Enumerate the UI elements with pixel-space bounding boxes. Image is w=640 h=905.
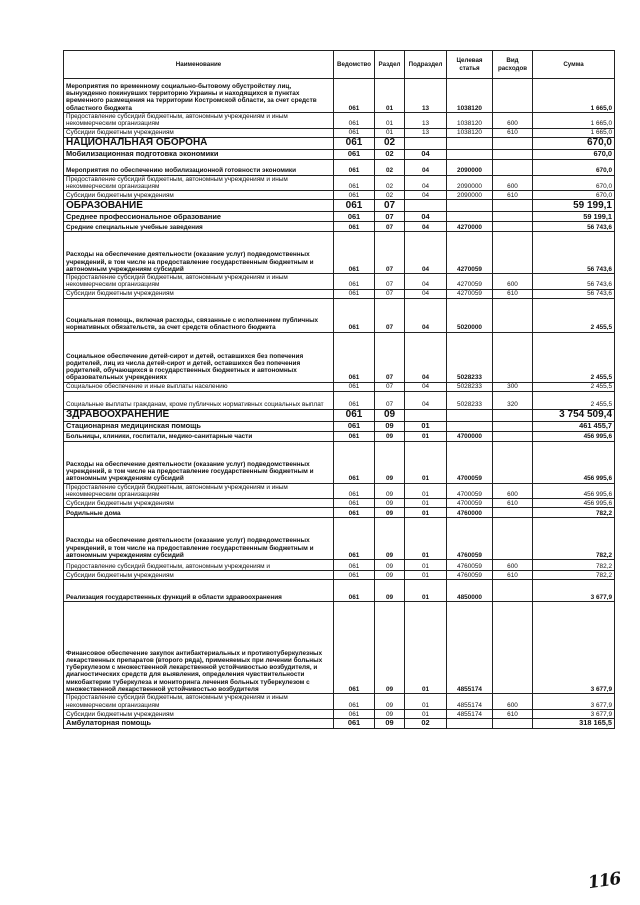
department-code-cell: 061 bbox=[334, 560, 375, 571]
item-name-cell: Мероприятия по временному социально-бытовому обустройству лиц, вынужденно покинувших территорию Украины и находящихся в пунктах временного размещения на территории Костромской области, за счет средств областного бюджета bbox=[64, 79, 334, 113]
column-header: Ведомство bbox=[334, 51, 375, 79]
item-name-cell: Субсидии бюджетным учреждениям bbox=[64, 709, 334, 718]
section-code-cell: 07 bbox=[375, 382, 405, 391]
target-article-code-cell bbox=[447, 137, 493, 149]
table-row bbox=[64, 441, 615, 483]
target-article-code-cell: 4700000 bbox=[447, 431, 493, 441]
expense-type-code-cell: 610 bbox=[493, 709, 533, 718]
column-header: Вид расходов bbox=[493, 51, 533, 79]
target-article-code-cell: 4270059 bbox=[447, 274, 493, 290]
amount-cell: 1 665,0 bbox=[533, 128, 615, 137]
target-article-code-cell: 4850000 bbox=[447, 580, 493, 602]
section-code-cell: 09 bbox=[375, 441, 405, 483]
amount-cell: 56 743,6 bbox=[533, 289, 615, 298]
amount-cell: 318 165,5 bbox=[533, 718, 615, 728]
section-code-cell: 07 bbox=[375, 212, 405, 222]
table-row bbox=[64, 149, 615, 159]
amount-cell: 670,0 bbox=[533, 175, 615, 191]
target-article-code-cell: 2090000 bbox=[447, 191, 493, 200]
subsection-code-cell: 04 bbox=[405, 232, 447, 274]
table-row bbox=[64, 560, 615, 571]
target-article-code-cell: 5028233 bbox=[447, 391, 493, 409]
expense-type-code-cell bbox=[493, 508, 533, 518]
expense-type-code-cell bbox=[493, 518, 533, 560]
expense-type-code-cell: 600 bbox=[493, 483, 533, 499]
item-name-cell: Субсидии бюджетным учреждениям bbox=[64, 128, 334, 137]
table-row bbox=[64, 431, 615, 441]
subsection-code-cell: 01 bbox=[405, 508, 447, 518]
amount-cell: 782,2 bbox=[533, 560, 615, 571]
target-article-code-cell: 4855174 bbox=[447, 709, 493, 718]
table-row bbox=[64, 79, 615, 113]
department-code-cell: 061 bbox=[334, 431, 375, 441]
expense-type-code-cell bbox=[493, 212, 533, 222]
target-article-code-cell bbox=[447, 149, 493, 159]
subsection-code-cell: 04 bbox=[405, 382, 447, 391]
table-row bbox=[64, 718, 615, 728]
section-code-cell: 02 bbox=[375, 137, 405, 149]
section-code-cell: 09 bbox=[375, 718, 405, 728]
budget-table bbox=[63, 50, 615, 729]
subsection-code-cell: 04 bbox=[405, 191, 447, 200]
target-article-code-cell bbox=[447, 409, 493, 421]
amount-cell: 456 995,6 bbox=[533, 483, 615, 499]
amount-cell: 3 677,9 bbox=[533, 694, 615, 710]
department-code-cell: 061 bbox=[334, 232, 375, 274]
department-code-cell: 061 bbox=[334, 602, 375, 694]
item-name-cell: Больницы, клиники, госпитали, медико-санитарные части bbox=[64, 431, 334, 441]
target-article-code-cell: 1038120 bbox=[447, 113, 493, 129]
amount-cell: 782,2 bbox=[533, 571, 615, 580]
table-row bbox=[64, 391, 615, 409]
target-article-code-cell: 4270000 bbox=[447, 222, 493, 232]
expense-type-code-cell: 610 bbox=[493, 289, 533, 298]
department-code-cell: 061 bbox=[334, 441, 375, 483]
table-row bbox=[64, 709, 615, 718]
department-code-cell: 061 bbox=[334, 149, 375, 159]
department-code-cell: 061 bbox=[334, 200, 375, 212]
table-row bbox=[64, 382, 615, 391]
expense-type-code-cell bbox=[493, 409, 533, 421]
table-row bbox=[64, 332, 615, 382]
amount-cell: 456 995,6 bbox=[533, 441, 615, 483]
subsection-code-cell: 13 bbox=[405, 79, 447, 113]
department-code-cell: 061 bbox=[334, 128, 375, 137]
department-code-cell: 061 bbox=[334, 191, 375, 200]
amount-cell: 3 677,9 bbox=[533, 580, 615, 602]
amount-cell: 2 455,5 bbox=[533, 391, 615, 409]
table-row bbox=[64, 274, 615, 290]
item-name-cell: Расходы на обеспечение деятельности (оказание услуг) подведомственных учреждений, в том числе на предоставление государственным бюджетным и автономным учреждениям субсидий bbox=[64, 441, 334, 483]
table-row bbox=[64, 421, 615, 431]
section-code-cell: 01 bbox=[375, 79, 405, 113]
expense-type-code-cell bbox=[493, 222, 533, 232]
item-name-cell: Амбулаторная помощь bbox=[64, 718, 334, 728]
section-code-cell: 09 bbox=[375, 694, 405, 710]
item-name-cell: Предоставление субсидий бюджетным, автономным учреждениям и иным некоммерческим организациям bbox=[64, 175, 334, 191]
expense-type-code-cell: 610 bbox=[493, 571, 533, 580]
table-header-row bbox=[64, 51, 615, 79]
item-name-cell: ЗДРАВООХРАНЕНИЕ bbox=[64, 409, 334, 421]
amount-cell: 3 754 509,4 bbox=[533, 409, 615, 421]
section-code-cell: 07 bbox=[375, 274, 405, 290]
section-code-cell: 07 bbox=[375, 222, 405, 232]
section-code-cell: 09 bbox=[375, 602, 405, 694]
item-name-cell: Предоставление субсидий бюджетным, автономным учреждениям и bbox=[64, 560, 334, 571]
subsection-code-cell: 04 bbox=[405, 175, 447, 191]
department-code-cell: 061 bbox=[334, 391, 375, 409]
section-code-cell: 07 bbox=[375, 391, 405, 409]
section-code-cell: 07 bbox=[375, 332, 405, 382]
department-code-cell: 061 bbox=[334, 332, 375, 382]
item-name-cell: Субсидии бюджетным учреждениям bbox=[64, 289, 334, 298]
amount-cell: 56 743,6 bbox=[533, 222, 615, 232]
section-code-cell: 09 bbox=[375, 709, 405, 718]
subsection-code-cell: 01 bbox=[405, 580, 447, 602]
item-name-cell: Мероприятия по обеспечению мобилизационной готовности экономики bbox=[64, 159, 334, 175]
subsection-code-cell bbox=[405, 200, 447, 212]
item-name-cell: НАЦИОНАЛЬНАЯ ОБОРОНА bbox=[64, 137, 334, 149]
target-article-code-cell bbox=[447, 421, 493, 431]
expense-type-code-cell: 610 bbox=[493, 191, 533, 200]
item-name-cell: Мобилизационная подготовка экономики bbox=[64, 149, 334, 159]
subsection-code-cell: 01 bbox=[405, 499, 447, 508]
section-code-cell: 07 bbox=[375, 200, 405, 212]
column-header: Раздел bbox=[375, 51, 405, 79]
expense-type-code-cell: 610 bbox=[493, 128, 533, 137]
table-row bbox=[64, 602, 615, 694]
expense-type-code-cell bbox=[493, 580, 533, 602]
handwritten-page-number: 116 bbox=[586, 868, 622, 894]
expense-type-code-cell: 600 bbox=[493, 560, 533, 571]
subsection-code-cell: 04 bbox=[405, 289, 447, 298]
item-name-cell: Субсидии бюджетным учреждениям bbox=[64, 191, 334, 200]
section-code-cell: 09 bbox=[375, 508, 405, 518]
item-name-cell: Социальные выплаты гражданам, кроме публичных нормативных социальных выплат bbox=[64, 391, 334, 409]
table-row bbox=[64, 518, 615, 560]
target-article-code-cell: 4760059 bbox=[447, 560, 493, 571]
subsection-code-cell: 13 bbox=[405, 128, 447, 137]
target-article-code-cell: 4270059 bbox=[447, 289, 493, 298]
expense-type-code-cell bbox=[493, 159, 533, 175]
amount-cell: 456 995,6 bbox=[533, 431, 615, 441]
target-article-code-cell: 4760000 bbox=[447, 508, 493, 518]
amount-cell: 2 455,5 bbox=[533, 298, 615, 332]
subsection-code-cell: 01 bbox=[405, 483, 447, 499]
target-article-code-cell: 2090000 bbox=[447, 175, 493, 191]
target-article-code-cell: 4700059 bbox=[447, 499, 493, 508]
item-name-cell: Среднее профессиональное образование bbox=[64, 212, 334, 222]
column-header: Сумма bbox=[533, 51, 615, 79]
department-code-cell: 061 bbox=[334, 409, 375, 421]
section-code-cell: 07 bbox=[375, 289, 405, 298]
target-article-code-cell bbox=[447, 718, 493, 728]
subsection-code-cell: 13 bbox=[405, 113, 447, 129]
expense-type-code-cell: 320 bbox=[493, 391, 533, 409]
department-code-cell: 061 bbox=[334, 79, 375, 113]
subsection-code-cell: 04 bbox=[405, 274, 447, 290]
expense-type-code-cell bbox=[493, 79, 533, 113]
budget-table-sheet bbox=[63, 50, 615, 729]
target-article-code-cell: 5028233 bbox=[447, 332, 493, 382]
item-name-cell: Предоставление субсидий бюджетным, автономным учреждениям и иным некоммерческим организациям bbox=[64, 694, 334, 710]
column-header: Наименование bbox=[64, 51, 334, 79]
subsection-code-cell: 04 bbox=[405, 212, 447, 222]
target-article-code-cell: 4760059 bbox=[447, 518, 493, 560]
amount-cell: 59 199,1 bbox=[533, 200, 615, 212]
item-name-cell: Предоставление субсидий бюджетным, автономным учреждениям и иным некоммерческим организациям bbox=[64, 274, 334, 290]
target-article-code-cell: 4270059 bbox=[447, 232, 493, 274]
table-row bbox=[64, 571, 615, 580]
expense-type-code-cell: 600 bbox=[493, 113, 533, 129]
item-name-cell: Социальная помощь, включая расходы, связанные с исполнением публичных нормативных обязательств, за счет средств областного бюджета bbox=[64, 298, 334, 332]
target-article-code-cell: 4855174 bbox=[447, 602, 493, 694]
table-row bbox=[64, 159, 615, 175]
target-article-code-cell bbox=[447, 212, 493, 222]
section-code-cell: 02 bbox=[375, 149, 405, 159]
target-article-code-cell: 4760059 bbox=[447, 571, 493, 580]
department-code-cell: 061 bbox=[334, 421, 375, 431]
item-name-cell: Субсидии бюджетным учреждениям bbox=[64, 571, 334, 580]
table-row bbox=[64, 113, 615, 129]
department-code-cell: 061 bbox=[334, 274, 375, 290]
table-row bbox=[64, 580, 615, 602]
subsection-code-cell: 01 bbox=[405, 441, 447, 483]
item-name-cell: Социальное обеспечение детей-сирот и детей, оставшихся без попечения родителей, лиц из числа детей-сирот и детей, оставшихся без попечения родителей, обучающихся в государственных бюджетных и автономных образовательных учреждениях bbox=[64, 332, 334, 382]
amount-cell: 461 455,7 bbox=[533, 421, 615, 431]
subsection-code-cell: 01 bbox=[405, 571, 447, 580]
subsection-code-cell: 04 bbox=[405, 159, 447, 175]
amount-cell: 3 677,9 bbox=[533, 602, 615, 694]
subsection-code-cell: 01 bbox=[405, 560, 447, 571]
subsection-code-cell bbox=[405, 137, 447, 149]
department-code-cell: 061 bbox=[334, 718, 375, 728]
table-row bbox=[64, 175, 615, 191]
department-code-cell: 061 bbox=[334, 289, 375, 298]
amount-cell: 1 665,0 bbox=[533, 79, 615, 113]
amount-cell: 782,2 bbox=[533, 508, 615, 518]
expense-type-code-cell bbox=[493, 441, 533, 483]
expense-type-code-cell bbox=[493, 602, 533, 694]
section-code-cell: 07 bbox=[375, 232, 405, 274]
item-name-cell: Предоставление субсидий бюджетным, автономным учреждениям и иным некоммерческим организациям bbox=[64, 483, 334, 499]
column-header: Подраздел bbox=[405, 51, 447, 79]
department-code-cell: 061 bbox=[334, 298, 375, 332]
section-code-cell: 01 bbox=[375, 128, 405, 137]
department-code-cell: 061 bbox=[334, 212, 375, 222]
amount-cell: 782,2 bbox=[533, 518, 615, 560]
section-code-cell: 09 bbox=[375, 409, 405, 421]
department-code-cell: 061 bbox=[334, 518, 375, 560]
expense-type-code-cell bbox=[493, 137, 533, 149]
table-row bbox=[64, 694, 615, 710]
department-code-cell: 061 bbox=[334, 382, 375, 391]
expense-type-code-cell: 610 bbox=[493, 499, 533, 508]
department-code-cell: 061 bbox=[334, 571, 375, 580]
item-name-cell: Расходы на обеспечение деятельности (оказание услуг) подведомственных учреждений, в том числе на предоставление государственным бюджетным и автономным учреждениям субсидий bbox=[64, 232, 334, 274]
table-row bbox=[64, 289, 615, 298]
subsection-code-cell: 01 bbox=[405, 421, 447, 431]
section-code-cell: 09 bbox=[375, 580, 405, 602]
department-code-cell: 061 bbox=[334, 483, 375, 499]
target-article-code-cell: 4700059 bbox=[447, 441, 493, 483]
item-name-cell: Родильные дома bbox=[64, 508, 334, 518]
expense-type-code-cell: 600 bbox=[493, 694, 533, 710]
table-row bbox=[64, 483, 615, 499]
department-code-cell: 061 bbox=[334, 508, 375, 518]
amount-cell: 670,0 bbox=[533, 149, 615, 159]
department-code-cell: 061 bbox=[334, 137, 375, 149]
table-row bbox=[64, 128, 615, 137]
expense-type-code-cell: 300 bbox=[493, 382, 533, 391]
expense-type-code-cell: 600 bbox=[493, 274, 533, 290]
target-article-code-cell: 1038120 bbox=[447, 79, 493, 113]
department-code-cell: 061 bbox=[334, 113, 375, 129]
subsection-code-cell: 02 bbox=[405, 718, 447, 728]
table-row bbox=[64, 298, 615, 332]
target-article-code-cell: 2090000 bbox=[447, 159, 493, 175]
table-row bbox=[64, 191, 615, 200]
section-code-cell: 09 bbox=[375, 431, 405, 441]
target-article-code-cell: 5028233 bbox=[447, 382, 493, 391]
item-name-cell: Предоставление субсидий бюджетным, автономным учреждениям и иным некоммерческим организациям bbox=[64, 113, 334, 129]
expense-type-code-cell: 600 bbox=[493, 175, 533, 191]
table-row bbox=[64, 212, 615, 222]
department-code-cell: 061 bbox=[334, 499, 375, 508]
table-row bbox=[64, 499, 615, 508]
target-article-code-cell: 5020000 bbox=[447, 298, 493, 332]
amount-cell: 456 995,6 bbox=[533, 499, 615, 508]
section-code-cell: 09 bbox=[375, 421, 405, 431]
expense-type-code-cell bbox=[493, 232, 533, 274]
expense-type-code-cell bbox=[493, 200, 533, 212]
department-code-cell: 061 bbox=[334, 222, 375, 232]
section-code-cell: 02 bbox=[375, 191, 405, 200]
department-code-cell: 061 bbox=[334, 175, 375, 191]
department-code-cell: 061 bbox=[334, 580, 375, 602]
section-code-cell: 09 bbox=[375, 560, 405, 571]
item-name-cell: Расходы на обеспечение деятельности (оказание услуг) подведомственных учреждений, в том числе на предоставление государственным бюджетным и автономным учреждениям субсидий bbox=[64, 518, 334, 560]
item-name-cell: Субсидии бюджетным учреждениям bbox=[64, 499, 334, 508]
expense-type-code-cell bbox=[493, 718, 533, 728]
table-row bbox=[64, 232, 615, 274]
column-header: Целевая статья bbox=[447, 51, 493, 79]
section-code-cell: 01 bbox=[375, 113, 405, 129]
amount-cell: 2 455,5 bbox=[533, 382, 615, 391]
subsection-code-cell: 01 bbox=[405, 709, 447, 718]
subsection-code-cell: 01 bbox=[405, 694, 447, 710]
target-article-code-cell: 4855174 bbox=[447, 694, 493, 710]
subsection-code-cell bbox=[405, 409, 447, 421]
expense-type-code-cell bbox=[493, 149, 533, 159]
amount-cell: 670,0 bbox=[533, 191, 615, 200]
amount-cell: 56 743,6 bbox=[533, 274, 615, 290]
subsection-code-cell: 01 bbox=[405, 518, 447, 560]
department-code-cell: 061 bbox=[334, 694, 375, 710]
item-name-cell: Стационарная медицинская помощь bbox=[64, 421, 334, 431]
item-name-cell: Финансовое обеспечение закупок антибактериальных и противотуберкулезных лекарственных препаратов (второго ряда), применяемых при лечении больных туберкулезом с множественной лекарственной устойчивостью возбудителя, и диагностических средств для выявления, определения чувствительности микобактерии туберкулеза и мониторинга лечения больных туберкулезом с множественной лекарственной устойчивостью возбудителя bbox=[64, 602, 334, 694]
table-row bbox=[64, 200, 615, 212]
amount-cell: 670,0 bbox=[533, 137, 615, 149]
subsection-code-cell: 04 bbox=[405, 332, 447, 382]
amount-cell: 1 665,0 bbox=[533, 113, 615, 129]
department-code-cell: 061 bbox=[334, 159, 375, 175]
table-row bbox=[64, 137, 615, 149]
subsection-code-cell: 01 bbox=[405, 431, 447, 441]
section-code-cell: 09 bbox=[375, 483, 405, 499]
subsection-code-cell: 01 bbox=[405, 602, 447, 694]
expense-type-code-cell bbox=[493, 431, 533, 441]
target-article-code-cell bbox=[447, 200, 493, 212]
section-code-cell: 09 bbox=[375, 499, 405, 508]
section-code-cell: 02 bbox=[375, 159, 405, 175]
section-code-cell: 07 bbox=[375, 298, 405, 332]
table-row bbox=[64, 508, 615, 518]
table-row bbox=[64, 222, 615, 232]
amount-cell: 3 677,9 bbox=[533, 709, 615, 718]
amount-cell: 2 455,5 bbox=[533, 332, 615, 382]
subsection-code-cell: 04 bbox=[405, 298, 447, 332]
section-code-cell: 02 bbox=[375, 175, 405, 191]
section-code-cell: 09 bbox=[375, 518, 405, 560]
item-name-cell: ОБРАЗОВАНИЕ bbox=[64, 200, 334, 212]
subsection-code-cell: 04 bbox=[405, 149, 447, 159]
target-article-code-cell: 4700059 bbox=[447, 483, 493, 499]
department-code-cell: 061 bbox=[334, 709, 375, 718]
target-article-code-cell: 1038120 bbox=[447, 128, 493, 137]
amount-cell: 59 199,1 bbox=[533, 212, 615, 222]
table-row bbox=[64, 409, 615, 421]
item-name-cell: Социальное обеспечение и иные выплаты населению bbox=[64, 382, 334, 391]
section-code-cell: 09 bbox=[375, 571, 405, 580]
amount-cell: 670,0 bbox=[533, 159, 615, 175]
table-body bbox=[64, 79, 615, 729]
amount-cell: 56 743,6 bbox=[533, 232, 615, 274]
subsection-code-cell: 04 bbox=[405, 391, 447, 409]
subsection-code-cell: 04 bbox=[405, 222, 447, 232]
expense-type-code-cell bbox=[493, 298, 533, 332]
expense-type-code-cell bbox=[493, 332, 533, 382]
expense-type-code-cell bbox=[493, 421, 533, 431]
item-name-cell: Средние специальные учебные заведения bbox=[64, 222, 334, 232]
item-name-cell: Реализация государственных функций в области здравоохранения bbox=[64, 580, 334, 602]
